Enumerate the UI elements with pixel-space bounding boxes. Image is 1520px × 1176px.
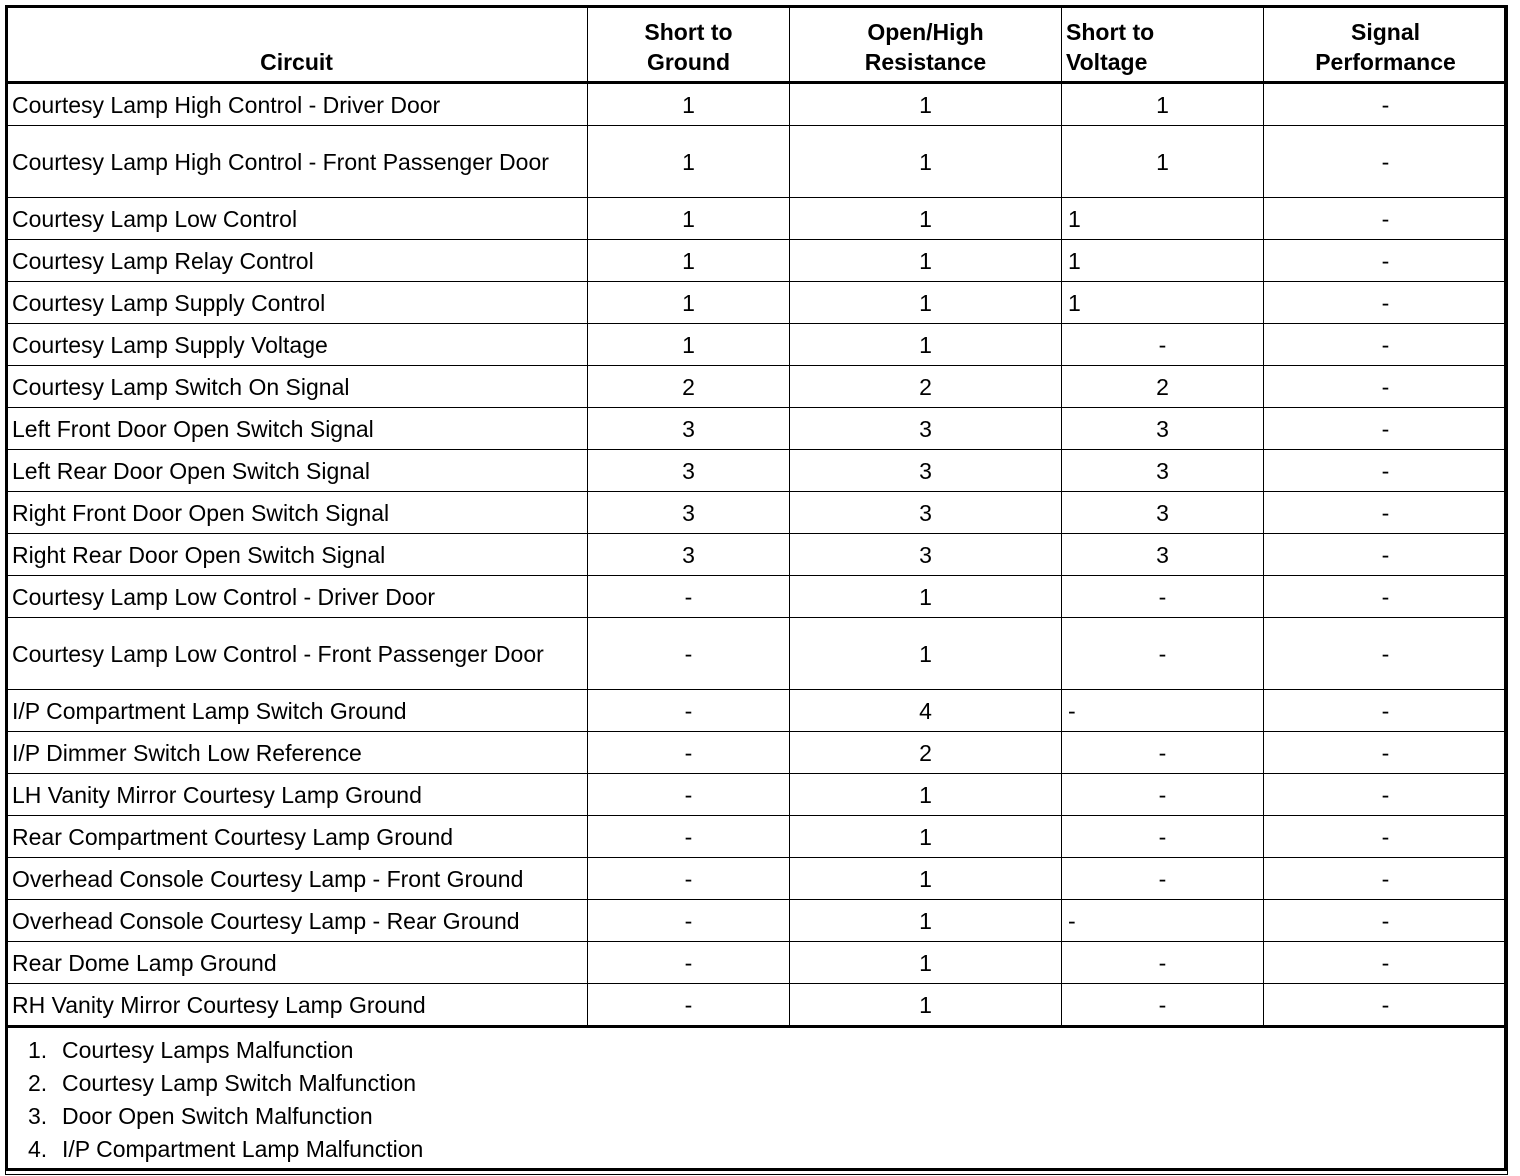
circuit-cell: Courtesy Lamp Relay Control	[6, 240, 588, 282]
table-row	[6, 126, 1508, 198]
short-to-ground-cell: -	[588, 858, 790, 900]
open-high-resistance-cell: 1	[790, 900, 1062, 942]
signal-performance-cell: -	[1264, 534, 1508, 576]
header-signal-performance-line2: Performance	[1315, 49, 1456, 75]
header-open-high-resistance-line1: Open/High	[867, 19, 984, 45]
open-high-resistance-cell: 1	[790, 858, 1062, 900]
circuit-cell: Rear Compartment Courtesy Lamp Ground	[6, 816, 588, 858]
open-high-resistance-cell: 1	[790, 618, 1062, 690]
short-to-voltage-cell: 1	[1062, 198, 1264, 240]
signal-performance-cell: -	[1264, 450, 1508, 492]
short-to-ground-cell: -	[588, 690, 790, 732]
table-row	[6, 900, 1508, 942]
note-text: Courtesy Lamps Malfunction	[62, 1037, 354, 1063]
signal-performance-cell: -	[1264, 942, 1508, 984]
circuit-cell: Overhead Console Courtesy Lamp - Front Ground	[6, 858, 588, 900]
table-row	[6, 240, 1508, 282]
table-row	[6, 732, 1508, 774]
signal-performance-cell: -	[1264, 618, 1508, 690]
open-high-resistance-cell: 1	[790, 83, 1062, 126]
short-to-voltage-cell: 1	[1062, 126, 1264, 198]
short-to-ground-cell: -	[588, 900, 790, 942]
short-to-voltage-cell: 1	[1062, 282, 1264, 324]
table-row	[6, 282, 1508, 324]
note-number: 3.	[28, 1103, 48, 1129]
circuit-cell: LH Vanity Mirror Courtesy Lamp Ground	[6, 774, 588, 816]
circuit-cell: Courtesy Lamp Low Control	[6, 198, 588, 240]
short-to-ground-cell: 2	[588, 366, 790, 408]
notes-cell	[6, 1027, 1508, 1175]
short-to-voltage-cell: 3	[1062, 450, 1264, 492]
short-to-ground-cell: 1	[588, 282, 790, 324]
circuit-cell: Right Front Door Open Switch Signal	[6, 492, 588, 534]
signal-performance-cell: -	[1264, 366, 1508, 408]
short-to-ground-cell: -	[588, 576, 790, 618]
short-to-voltage-cell: -	[1062, 774, 1264, 816]
header-open-high-resistance-line2: Resistance	[864, 49, 987, 75]
note-number: 2.	[28, 1070, 48, 1096]
open-high-resistance-cell: 1	[790, 774, 1062, 816]
signal-performance-cell: -	[1264, 126, 1508, 198]
header-short-to-ground	[588, 6, 790, 83]
signal-performance-cell: -	[1264, 282, 1508, 324]
short-to-ground-cell: -	[588, 816, 790, 858]
short-to-voltage-cell: -	[1062, 900, 1264, 942]
signal-performance-cell: -	[1264, 576, 1508, 618]
table-row	[6, 942, 1508, 984]
short-to-voltage-cell: -	[1062, 618, 1264, 690]
short-to-ground-cell: -	[588, 942, 790, 984]
header-short-to-ground-line1: Short to	[644, 19, 733, 45]
short-to-ground-cell: 1	[588, 83, 790, 126]
table-row	[6, 576, 1508, 618]
open-high-resistance-cell: 1	[790, 324, 1062, 366]
short-to-voltage-cell: -	[1062, 732, 1264, 774]
short-to-voltage-cell: -	[1062, 324, 1264, 366]
open-high-resistance-cell: 4	[790, 690, 1062, 732]
short-to-ground-cell: 3	[588, 492, 790, 534]
table-row	[6, 366, 1508, 408]
open-high-resistance-cell: 1	[790, 816, 1062, 858]
short-to-voltage-cell: -	[1062, 942, 1264, 984]
open-high-resistance-cell: 2	[790, 732, 1062, 774]
circuit-cell: I/P Compartment Lamp Switch Ground	[6, 690, 588, 732]
signal-performance-cell: -	[1264, 83, 1508, 126]
table-row	[6, 408, 1508, 450]
signal-performance-cell: -	[1264, 900, 1508, 942]
header-short-to-voltage-line2: Voltage	[1066, 49, 1148, 75]
open-high-resistance-cell: 1	[790, 198, 1062, 240]
short-to-ground-cell: -	[588, 732, 790, 774]
signal-performance-cell: -	[1264, 774, 1508, 816]
signal-performance-cell: -	[1264, 492, 1508, 534]
open-high-resistance-cell: 3	[790, 408, 1062, 450]
table-row	[6, 198, 1508, 240]
note-number: 4.	[28, 1136, 48, 1162]
open-high-resistance-cell: 3	[790, 450, 1062, 492]
header-short-to-voltage-line1: Short to	[1066, 19, 1155, 45]
signal-performance-cell: -	[1264, 690, 1508, 732]
signal-performance-cell: -	[1264, 816, 1508, 858]
table-row	[6, 774, 1508, 816]
note-item	[28, 1067, 1507, 1100]
note-text: I/P Compartment Lamp Malfunction	[62, 1136, 424, 1162]
signal-performance-cell: -	[1264, 240, 1508, 282]
header-short-to-voltage	[1062, 6, 1264, 83]
circuit-diagnostic-table	[5, 5, 1508, 1175]
table-row	[6, 690, 1508, 732]
circuit-cell: Overhead Console Courtesy Lamp - Rear Ground	[6, 900, 588, 942]
circuit-cell: Right Rear Door Open Switch Signal	[6, 534, 588, 576]
note-number: 1.	[28, 1037, 48, 1063]
circuit-cell: Left Rear Door Open Switch Signal	[6, 450, 588, 492]
open-high-resistance-cell: 1	[790, 576, 1062, 618]
open-high-resistance-cell: 1	[790, 984, 1062, 1027]
short-to-voltage-cell: 1	[1062, 83, 1264, 126]
open-high-resistance-cell: 1	[790, 282, 1062, 324]
circuit-cell: Left Front Door Open Switch Signal	[6, 408, 588, 450]
open-high-resistance-cell: 1	[790, 126, 1062, 198]
signal-performance-cell: -	[1264, 324, 1508, 366]
note-text: Door Open Switch Malfunction	[62, 1103, 373, 1129]
header-signal-performance	[1264, 6, 1508, 83]
short-to-ground-cell: 3	[588, 534, 790, 576]
short-to-ground-cell: 1	[588, 240, 790, 282]
signal-performance-cell: -	[1264, 984, 1508, 1027]
short-to-ground-cell: 1	[588, 198, 790, 240]
circuit-cell: I/P Dimmer Switch Low Reference	[6, 732, 588, 774]
circuit-cell: Courtesy Lamp High Control - Front Passenger Door	[6, 126, 588, 198]
table-row	[6, 534, 1508, 576]
header-short-to-ground-line2: Ground	[646, 49, 731, 75]
note-item	[28, 1133, 1507, 1166]
open-high-resistance-cell: 3	[790, 492, 1062, 534]
circuit-cell: Courtesy Lamp Switch On Signal	[6, 366, 588, 408]
table-row	[6, 83, 1508, 126]
short-to-voltage-cell: 3	[1062, 408, 1264, 450]
table-row	[6, 492, 1508, 534]
table-row	[6, 816, 1508, 858]
short-to-ground-cell: 1	[588, 324, 790, 366]
signal-performance-cell: -	[1264, 732, 1508, 774]
short-to-ground-cell: -	[588, 984, 790, 1027]
note-item	[28, 1100, 1507, 1133]
short-to-voltage-cell: -	[1062, 816, 1264, 858]
open-high-resistance-cell: 1	[790, 240, 1062, 282]
short-to-voltage-cell: 3	[1062, 492, 1264, 534]
open-high-resistance-cell: 3	[790, 534, 1062, 576]
circuit-cell: Courtesy Lamp Supply Voltage	[6, 324, 588, 366]
short-to-voltage-cell: -	[1062, 984, 1264, 1027]
circuit-cell: Rear Dome Lamp Ground	[6, 942, 588, 984]
circuit-cell: Courtesy Lamp Low Control - Front Passenger Door	[6, 618, 588, 690]
table-row	[6, 618, 1508, 690]
table-row	[6, 858, 1508, 900]
signal-performance-cell: -	[1264, 198, 1508, 240]
circuit-cell: Courtesy Lamp Low Control - Driver Door	[6, 576, 588, 618]
table-row	[6, 324, 1508, 366]
header-open-high-resistance	[790, 6, 1062, 83]
short-to-ground-cell: 1	[588, 126, 790, 198]
note-item	[28, 1034, 1507, 1067]
header-row	[6, 6, 1508, 83]
circuit-cell: Courtesy Lamp Supply Control	[6, 282, 588, 324]
open-high-resistance-cell: 2	[790, 366, 1062, 408]
short-to-voltage-cell: 1	[1062, 240, 1264, 282]
table-row	[6, 450, 1508, 492]
short-to-voltage-cell: 2	[1062, 366, 1264, 408]
short-to-voltage-cell: -	[1062, 576, 1264, 618]
notes-row	[6, 1027, 1508, 1175]
short-to-ground-cell: -	[588, 774, 790, 816]
open-high-resistance-cell: 1	[790, 942, 1062, 984]
circuit-cell: RH Vanity Mirror Courtesy Lamp Ground	[6, 984, 588, 1027]
short-to-voltage-cell: -	[1062, 858, 1264, 900]
signal-performance-cell: -	[1264, 408, 1508, 450]
note-text: Courtesy Lamp Switch Malfunction	[62, 1070, 417, 1096]
header-circuit: Circuit	[6, 6, 588, 83]
header-signal-performance-line1: Signal	[1350, 19, 1420, 45]
short-to-ground-cell: -	[588, 618, 790, 690]
signal-performance-cell: -	[1264, 858, 1508, 900]
short-to-ground-cell: 3	[588, 450, 790, 492]
short-to-ground-cell: 3	[588, 408, 790, 450]
short-to-voltage-cell: -	[1062, 690, 1264, 732]
table-row	[6, 984, 1508, 1027]
circuit-cell: Courtesy Lamp High Control - Driver Door	[6, 83, 588, 126]
short-to-voltage-cell: 3	[1062, 534, 1264, 576]
